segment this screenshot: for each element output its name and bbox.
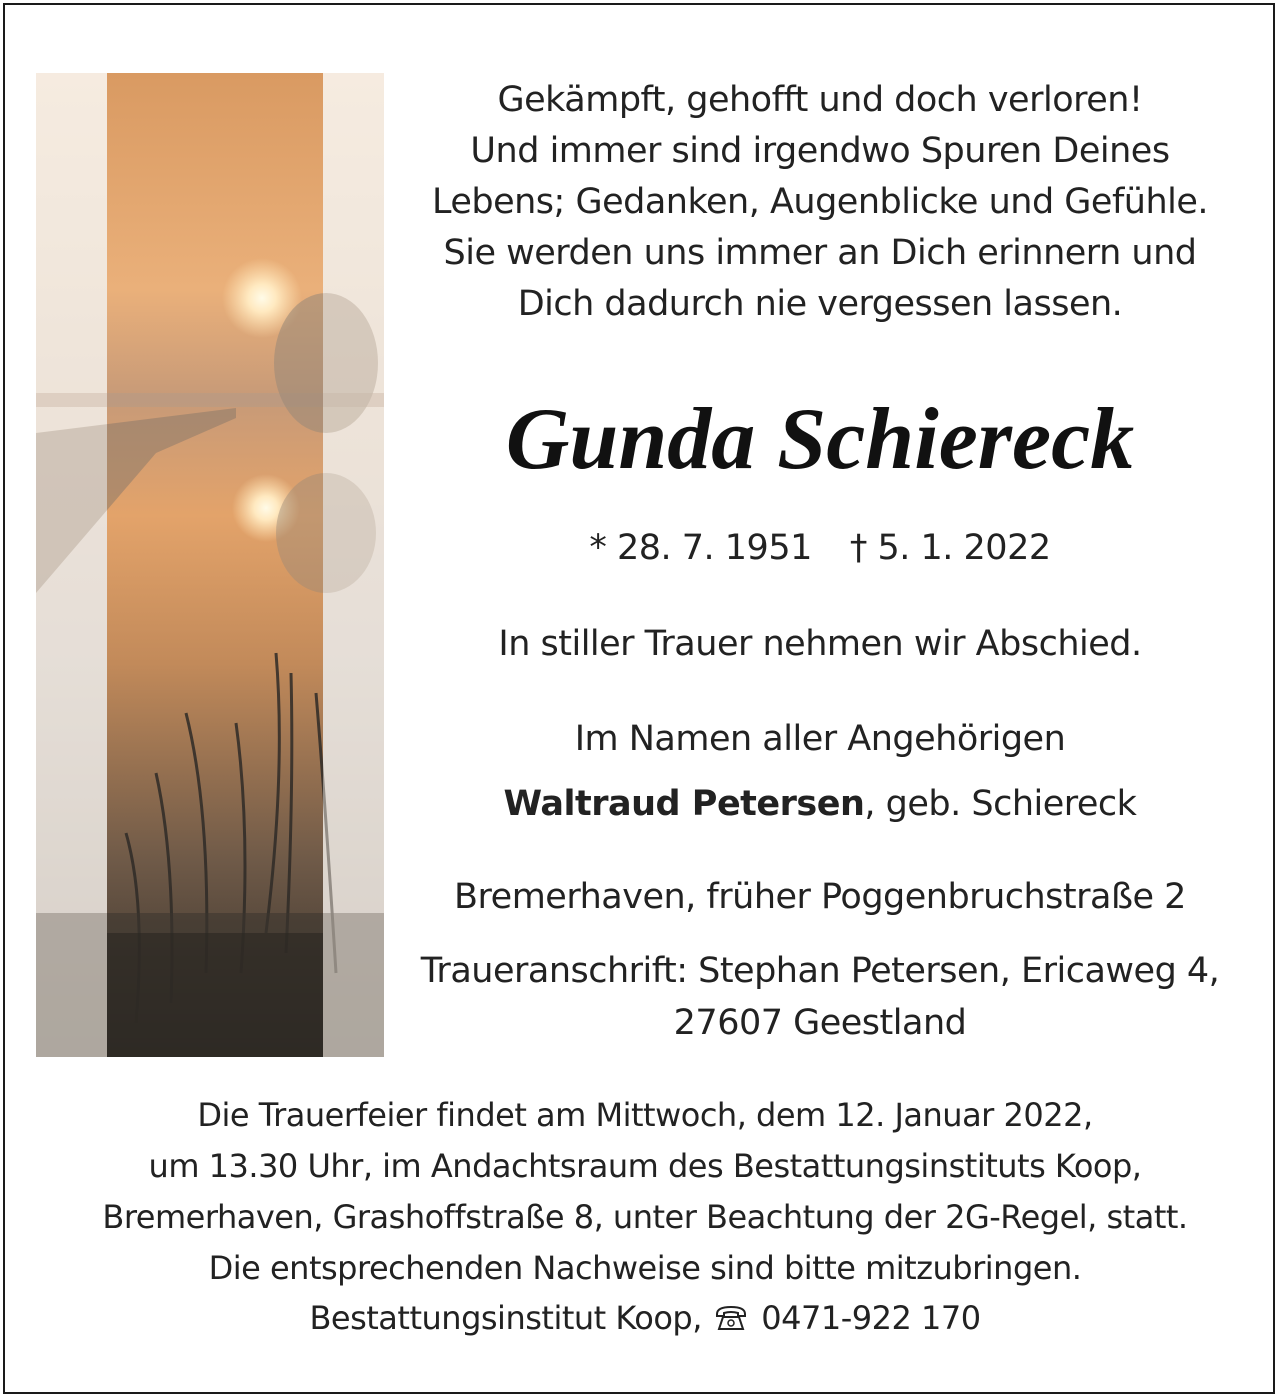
obituary-frame [3, 3, 1275, 1394]
mourner-line [400, 781, 1240, 827]
condolence-address-line: Traueranschrift: Stephan Petersen, Ericaweg 4, [420, 951, 1220, 991]
mourner-name: Waltraud Petersen [503, 784, 865, 824]
sunset-river-illustration [36, 73, 384, 1057]
condolence-address-line: 27607 Geestland [673, 1003, 967, 1043]
verse-line: Lebens; Gedanken, Augenblicke und Gefühle. [431, 182, 1209, 222]
verse-line: Sie werden uns immer an Dich erinnern und [443, 233, 1197, 273]
ceremony-line: Die Trauerfeier findet am Mittwoch, dem 12. Januar 2022, [197, 1096, 1093, 1134]
on-behalf-text: Im Namen aller Angehörigen [574, 719, 1066, 759]
ceremony-line: Die entsprechenden Nachweise sind bitte mitzubringen. [208, 1249, 1082, 1287]
verse-line: Und immer sind irgendwo Spuren Deines [470, 131, 1170, 171]
memorial-verse [400, 75, 1240, 330]
funeral-home-name: Bestattungsinstitut Koop, [309, 1299, 702, 1337]
farewell-text: In stiller Trauer nehmen wir Abschied. [498, 624, 1142, 664]
life-dates [400, 525, 1240, 571]
death-date: † 5. 1. 2022 [849, 528, 1051, 568]
ceremony-line: um 13.30 Uhr, im Andachtsraum des Bestattungsinstituts Koop, [148, 1147, 1142, 1185]
birth-date: * 28. 7. 1951 [589, 528, 812, 568]
telephone-icon [714, 1297, 748, 1348]
sunset-river-photo [36, 73, 384, 1057]
mourner-suffix: , geb. Schiereck [864, 784, 1137, 824]
location-text: Bremerhaven, früher Poggenbruchstraße 2 [454, 877, 1186, 917]
phone-number: 0471-922 170 [761, 1299, 981, 1337]
ceremony-line: Bremerhaven, Grashoffstraße 8, unter Beachtung der 2G-Regel, statt. [102, 1198, 1188, 1236]
verse-line: Dich dadurch nie vergessen lassen. [517, 284, 1123, 324]
deceased-name: Gunda Schiereck [505, 391, 1135, 488]
ceremony-info [45, 1090, 1245, 1294]
verse-line: Gekämpft, gehofft und doch verloren! [497, 80, 1143, 120]
funeral-home-line [45, 1293, 1245, 1348]
